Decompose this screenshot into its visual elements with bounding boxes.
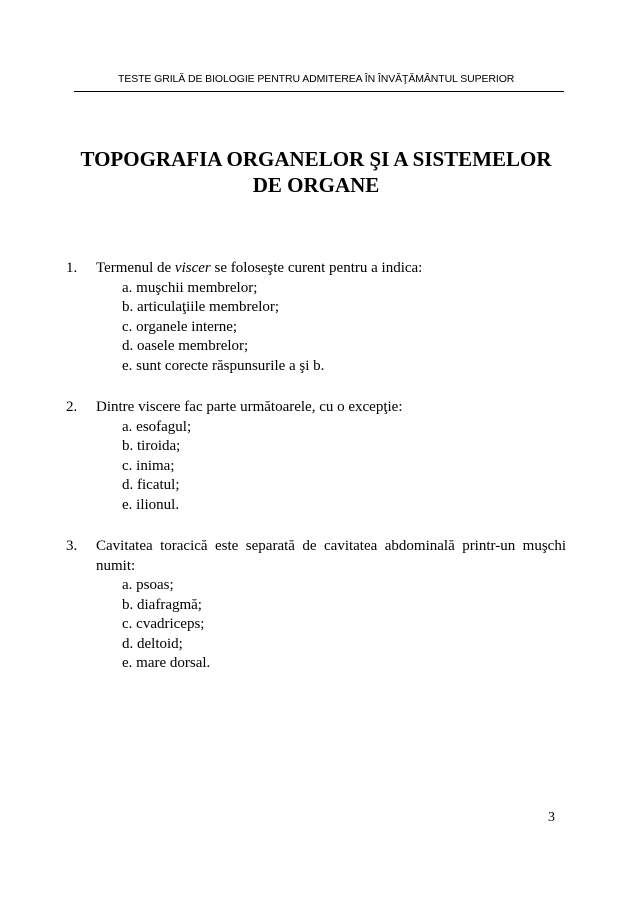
answer-option-e: e. ilionul. [122,496,180,513]
question-number: 1. [66,260,78,276]
answer-option-d: d. ficatul; [122,477,180,493]
question-1 [66,259,566,376]
answer-option-d: d. deltoid; [122,635,183,652]
question-2 [66,398,566,515]
question-stem [66,537,566,576]
chapter-title-line-1: TOPOGRAFIA ORGANELOR ŞI A SISTEMELOR [80,147,552,171]
answer-option-a: a. muşchii membrelor; [122,279,258,296]
answer-option-b: b. articulaţiile membrelor; [122,299,280,315]
question-text-part: se foloseşte curent pentru a indica: [210,260,423,276]
answer-option-a: a. esofagul; [122,418,192,435]
answer-option-e: e. sunt corecte răspunsurile a şi b. [122,357,325,374]
question-number: 2. [66,399,78,415]
question-text-emphasis: viscer [174,260,211,276]
answer-option-c: c. inima; [122,457,175,474]
answer-option-a: a. psoas; [122,577,174,593]
answer-option-c: c. cvadriceps; [122,616,205,632]
question-stem [66,398,566,418]
question-3 [66,537,566,674]
question-number: 3. [66,538,78,554]
answer-option-e: e. mare dorsal. [122,655,211,671]
answer-option-d: d. oasele membrelor; [122,338,249,354]
running-header [74,73,564,92]
answer-option-b: b. tiroida; [122,438,181,454]
chapter-title [66,146,566,198]
question-text: Dintre viscere fac parte următoarele, cu o excepţie: [96,399,403,415]
answer-option-b: b. diafragmă; [122,596,202,613]
running-header-title: TESTE GRILĂ DE BIOLOGIE PENTRU ADMITEREA ÎN ÎNVĂŢĂMÂNTUL SUPERIOR [118,73,515,85]
chapter-title-line-2: DE ORGANE [252,173,380,197]
answer-option-c: c. organele interne; [122,318,238,335]
question-text: Cavitatea toracică este separată de cavitatea abdominală printr-un muşchi numit: [96,538,566,574]
question-stem [66,259,566,279]
question-text-part: Termenul de [96,260,175,276]
page-number: 3 [548,810,555,825]
